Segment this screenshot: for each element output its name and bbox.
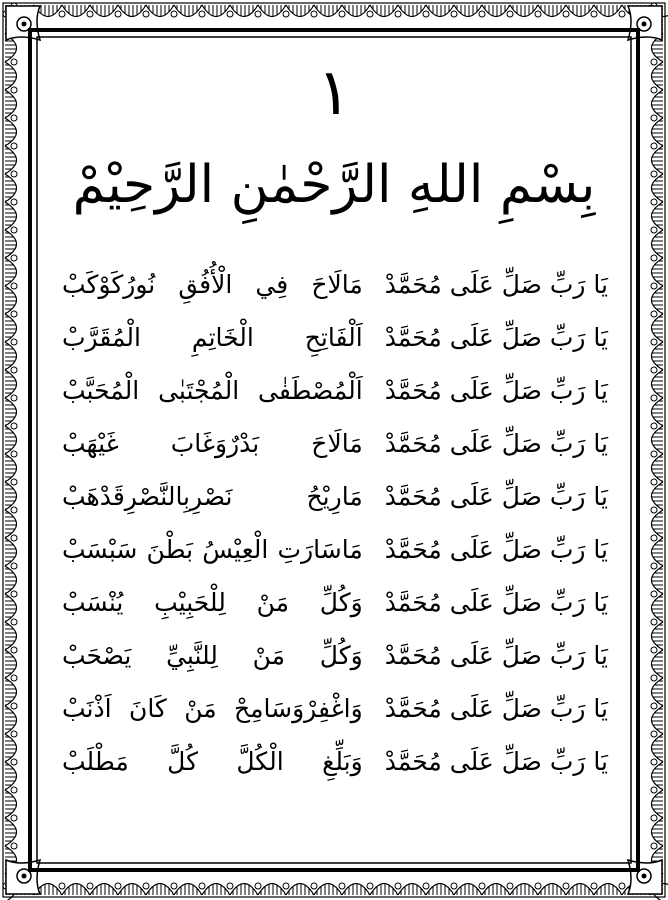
verse-line <box>62 523 608 576</box>
verse-text: مَالَاحَ بَدْرٌوَغَابَ غَيْهَبْ <box>62 429 363 458</box>
verse-refrain: يَا رَبِّ صَلِّ عَلَى مُحَمَّدْ <box>384 747 608 776</box>
verse-text: اَلْفَاتِحِ الْخَاتِمِ الْمُقَرَّبْ <box>62 323 363 352</box>
verse-refrain: يَا رَبِّ صَلِّ عَلَى مُحَمَّدْ <box>384 535 608 564</box>
verse-refrain: يَا رَبِّ صَلِّ عَلَى مُحَمَّدْ <box>384 694 608 723</box>
verse-refrain: يَا رَبِّ صَلِّ عَلَى مُحَمَّدْ <box>384 588 608 617</box>
verse-line <box>62 311 608 364</box>
verse-line <box>62 470 608 523</box>
verse-line <box>62 629 608 682</box>
page-number: ١ <box>316 56 352 130</box>
verse-refrain: يَا رَبِّ صَلِّ عَلَى مُحَمَّدْ <box>384 376 608 405</box>
verse-line <box>62 735 608 788</box>
verse-text: وَاغْفِرْوَسَامِحْ مَنْ كَانَ اَذْنَبْ <box>62 694 363 723</box>
verse-refrain: يَا رَبِّ صَلِّ عَلَى مُحَمَّدْ <box>384 482 608 511</box>
verse-text: وَكُلِّ مَنْ لِلْحَبِيْبِ يُنْسَبْ <box>62 588 363 617</box>
basmala-heading: بِسْمِ اللهِ الرَّحْمٰنِ الرَّحِيْمْ <box>72 155 596 215</box>
verse-line <box>62 364 608 417</box>
verse-text: مَالَاحَ فِي الْأُفُقِ نُورُكَوْكَبْ <box>62 270 363 299</box>
verse-refrain: يَا رَبِّ صَلِّ عَلَى مُحَمَّدْ <box>384 641 608 670</box>
verse-line <box>62 417 608 470</box>
verse-line <box>62 576 608 629</box>
verse-text: اَلْمُصْطَفٰى الْمُجْتَبٰى الْمُحَبَّبْ <box>62 376 363 405</box>
verse-refrain: يَا رَبِّ صَلِّ عَلَى مُحَمَّدْ <box>384 270 608 299</box>
verse-text: مَاسَارَتِ الْعِيْسُ بَطْنَ سَبْسَبْ <box>62 535 363 564</box>
verse-list <box>62 258 608 788</box>
verse-line <box>62 682 608 735</box>
verse-refrain: يَا رَبِّ صَلِّ عَلَى مُحَمَّدْ <box>384 429 608 458</box>
verse-refrain: يَا رَبِّ صَلِّ عَلَى مُحَمَّدْ <box>384 323 608 352</box>
verse-text: وَكُلِّ مَنْ لِلنَّبِيِّ يَصْحَبْ <box>62 641 363 670</box>
verse-text: مَارِيْحُ نَصْرِبِالنَّصْرِقَدْهَبْ <box>62 482 363 511</box>
verse-line <box>62 258 608 311</box>
verse-text: وَبَلِّغِ الْكُلَّ كُلَّ مَطْلَبْ <box>62 747 363 776</box>
